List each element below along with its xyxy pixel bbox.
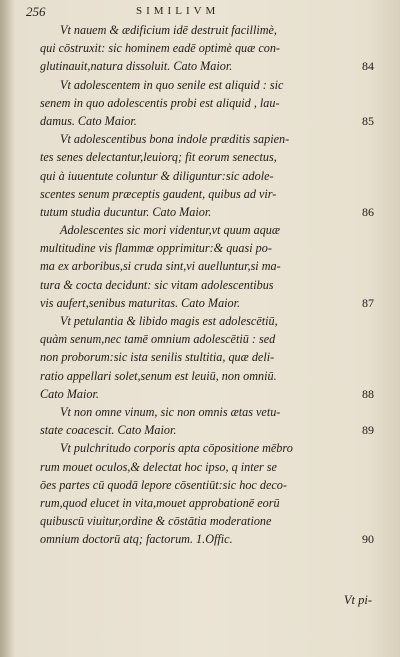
text-line xyxy=(40,367,374,385)
line-text: Vt nauem & ædificium idē destruit facillimè, xyxy=(60,23,277,37)
line-text: quibuscū viuitur,ordine & cōstātia moderatione xyxy=(40,514,272,529)
line-text: qui cōstruxit: sic hominem eadē optimè quæ con- xyxy=(40,41,280,56)
text-line xyxy=(40,403,374,421)
text-line xyxy=(40,294,374,312)
entry-number: 87 xyxy=(362,295,374,310)
entry-number: 84 xyxy=(362,59,374,74)
text-line xyxy=(40,530,374,548)
entry-number: 86 xyxy=(362,204,374,219)
text-line xyxy=(40,257,374,275)
text-line xyxy=(40,439,374,457)
page-number: 256 xyxy=(26,4,46,19)
line-text: ratio appellari solet,senum est leuiū, non omniū. xyxy=(40,368,277,383)
text-line xyxy=(40,94,374,112)
line-text: omnium doctorū atq; factorum. 1.Offic. xyxy=(40,532,233,547)
line-text: quàm senum,nec tamē omnium adolescētiū : sed xyxy=(40,332,276,347)
line-text: Vt adolescentibus bona indole præditis sapien- xyxy=(60,132,290,147)
text-line xyxy=(40,221,374,239)
line-text: damus. Cato Maior. xyxy=(40,113,137,128)
line-text: Vt petulantia & libido magis est adolescētiū, xyxy=(60,314,278,328)
text-line xyxy=(40,112,374,130)
line-text: ma ex arboribus,si cruda sint,vi auelluntur,si ma- xyxy=(40,259,281,274)
text-block xyxy=(40,21,374,548)
line-text: senem in quo adolescentis probi est aliquid , lau- xyxy=(40,95,280,110)
text-line xyxy=(40,512,374,530)
entry-number: 89 xyxy=(362,423,374,438)
text-line xyxy=(40,312,374,330)
text-line xyxy=(40,57,374,75)
text-line xyxy=(40,76,374,94)
line-text: Cato Maior. xyxy=(40,386,99,401)
line-text: tura & cocta decidunt: sic vitam adolescentibus xyxy=(40,277,274,292)
text-line xyxy=(40,494,374,512)
text-line xyxy=(40,330,374,348)
text-line xyxy=(40,21,374,39)
catchword: Vt pi- xyxy=(343,593,372,607)
gutter-shadow xyxy=(0,0,14,657)
text-line xyxy=(40,148,374,166)
line-text: ōes partes cū quodā lepore cōsentiūt:sic hoc deco- xyxy=(40,477,287,492)
line-text: state coacescit. Cato Maior. xyxy=(40,423,177,438)
running-head-title: SIMILIVM xyxy=(136,5,220,17)
line-text: Vt non omne vinum, sic non omnis ætas vetu- xyxy=(60,404,281,419)
text-line xyxy=(40,276,374,294)
entry-number: 90 xyxy=(362,532,374,547)
text-line xyxy=(40,385,374,403)
entry-number: 88 xyxy=(362,386,374,401)
line-text: tes senes delectantur,leuiorq; fit eorum senectus, xyxy=(40,150,277,165)
line-text: vis aufert,senibus maturitas. Cato Maior. xyxy=(40,295,241,310)
text-line xyxy=(40,458,374,476)
text-line xyxy=(40,167,374,185)
line-text: tutum studia ducuntur. Cato Maior. xyxy=(40,204,212,219)
line-text: rum mouet oculos,& delectat hoc ipso, q inter se xyxy=(40,459,277,474)
line-text: multitudine vis flammæ opprimitur:& quasi po- xyxy=(40,241,272,256)
line-text: non proborum:sic ista senilis stultitia, quæ deli- xyxy=(40,350,275,365)
text-line xyxy=(40,421,374,439)
line-text: Adolescentes sic mori videntur,vt quum aquæ xyxy=(60,223,281,238)
text-line xyxy=(40,203,374,221)
line-text: Vt adolescentem in quo senile est aliquid : sic xyxy=(60,77,284,92)
line-text: Vt pulchritudo corporis apta cōpositione mēbro xyxy=(60,441,293,456)
text-line xyxy=(40,130,374,148)
text-line xyxy=(40,39,374,57)
text-line xyxy=(40,185,374,203)
line-text: scentes senum præceptis gaudent, quibus ad vir- xyxy=(40,186,277,201)
text-line xyxy=(40,348,374,366)
text-line xyxy=(40,239,374,257)
text-line xyxy=(40,476,374,494)
line-text: glutinauit,natura dissoluit. Cato Maior. xyxy=(40,59,233,74)
running-head xyxy=(26,4,362,20)
entry-number: 85 xyxy=(362,113,374,128)
line-text: qui à iuuentute coluntur & diliguntur:sic adole- xyxy=(40,168,274,183)
line-text: rum,quod elucet in vita,mouet approbationē eorū xyxy=(40,495,280,510)
